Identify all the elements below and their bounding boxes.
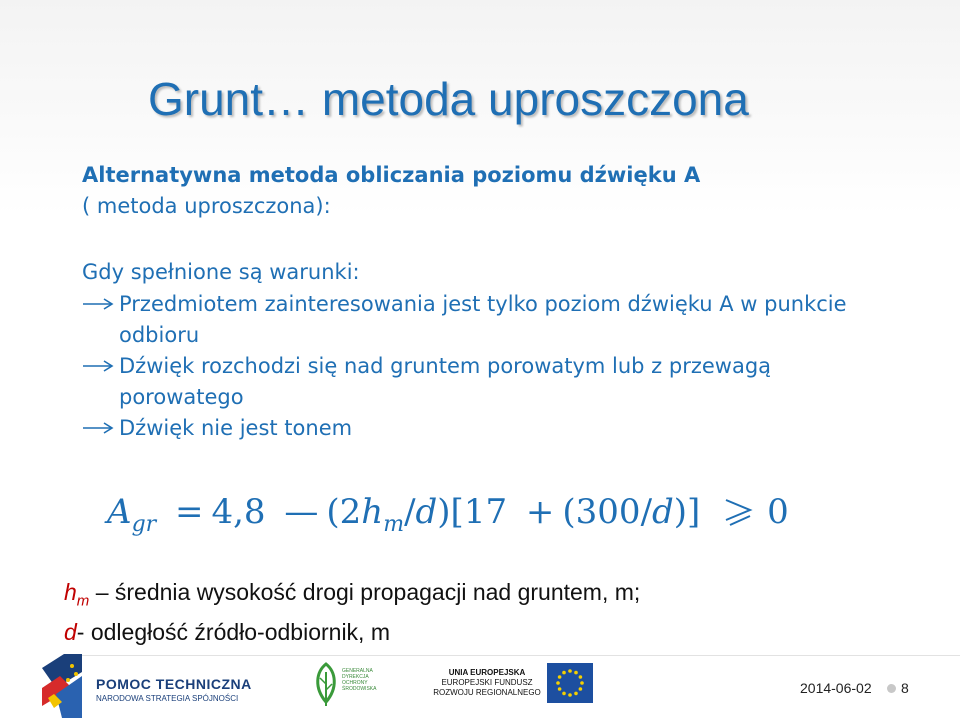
formula-d-var-2: d [652, 492, 674, 532]
def-d-desc: - odległość źródło-odbiornik, m [76, 618, 390, 645]
subtitle [82, 160, 902, 222]
formula-minus: — [284, 492, 319, 532]
formula-coef: 4,8 [211, 492, 266, 532]
formula-mid: )[17 [437, 492, 508, 532]
list-item [82, 351, 882, 413]
formula-slash: / [404, 492, 416, 532]
formula-lhs-sub: gr [131, 512, 157, 537]
eu-fund-line-2: ROZWOJU REGIONALNEGO [433, 688, 541, 697]
pomoc-techniczna-title: POMOC TECHNICZNA [96, 676, 252, 692]
formula-d-var: d [415, 492, 438, 532]
leaf-icon [312, 662, 340, 708]
slide-title: Grunt… metoda uproszczona [148, 73, 749, 125]
definition-h [64, 577, 640, 617]
formula-h-sub: m [383, 512, 405, 537]
list-item-text: Przedmiotem zainteresowania jest tylko poziom dźwięku A w punkcie odbioru [119, 292, 847, 347]
gdos-label: GENERALNA DYREKCJA OCHRONY ŚRODOWISKA [342, 668, 377, 692]
eu-title: UNIA EUROPEJSKA [448, 668, 526, 677]
formula-equals: = [174, 492, 204, 532]
arrow-right-icon [82, 296, 114, 312]
subtitle-rest: ( metoda uproszczona): [82, 194, 331, 218]
variable-definitions [64, 577, 640, 647]
formula-rhs: 0 [767, 492, 789, 532]
footer-dot [887, 684, 896, 693]
formula-lhs-var: A [107, 492, 132, 532]
def-h-sub: m [76, 592, 90, 610]
arrow-right-icon [82, 420, 114, 436]
def-h-var: h [64, 579, 77, 605]
arrow-right-icon [82, 358, 114, 374]
eu-flag-icon [547, 663, 593, 703]
list-item-text: Dźwięk rozchodzi się nad gruntem porowatym lub z przewagą porowatego [119, 354, 772, 409]
eu-label [432, 668, 542, 698]
def-h-desc: – średnia wysokość drogi propagacji nad gruntem, m; [95, 579, 641, 605]
slide-number: 8 [901, 680, 909, 696]
def-d-var: d [64, 618, 77, 645]
greater-equal-icon [723, 497, 753, 527]
subtitle-bold: Alternatywna metoda obliczania poziomu dźwięku A [82, 163, 701, 187]
conditions-lead: Gdy spełnione są warunki: [82, 260, 360, 284]
slide-date: 2014-06-02 [800, 680, 872, 696]
eu-fund-line-1: EUROPEJSKI FUNDUSZ [441, 678, 533, 687]
condition-list [82, 289, 882, 444]
list-item-text: Dźwięk nie jest tonem [119, 416, 353, 440]
pomoc-techniczna-subtitle: NARODOWA STRATEGIA SPÓJNOŚCI [96, 694, 239, 703]
formula-h-var: h [361, 492, 384, 532]
formula-tail-close: )] [673, 492, 701, 532]
formula-open: (2 [326, 492, 362, 532]
list-item [82, 413, 882, 444]
formula-tail-open: (300/ [562, 492, 653, 532]
list-item [82, 289, 882, 351]
formula-plus: + [525, 492, 555, 532]
definition-d [64, 617, 640, 647]
ground-attenuation-formula [107, 492, 789, 537]
